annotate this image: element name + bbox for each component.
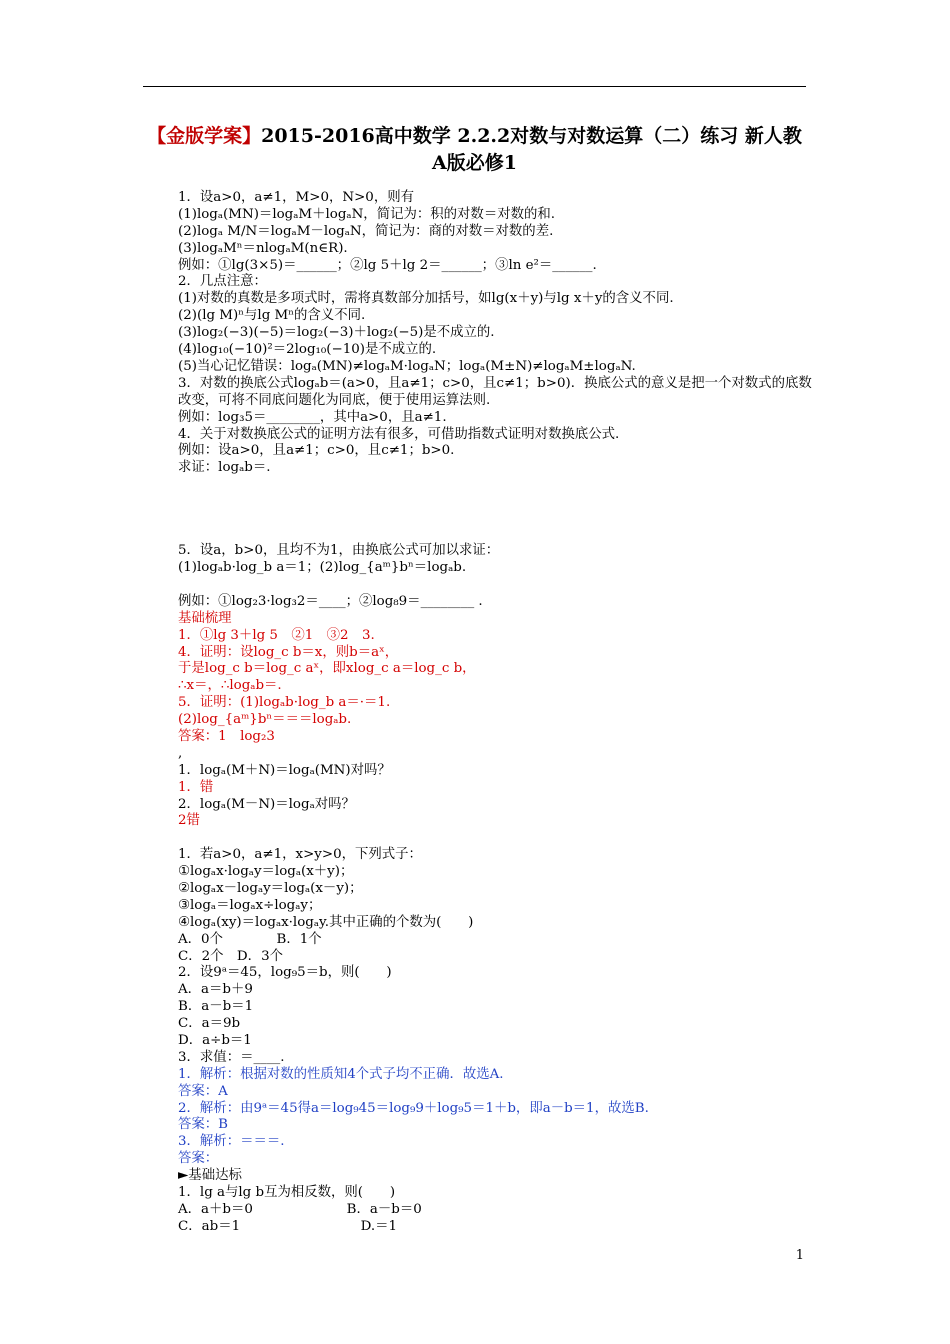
text-line: (1)对数的真数是多项式时，需将真数部分加括号，如lg(x＋y)与lg x＋y的含义不同. bbox=[178, 291, 674, 307]
text-line: ►基础达标 bbox=[178, 1168, 242, 1184]
document-title bbox=[143, 123, 806, 177]
text-line: 2．解析：由9ᵃ＝45得a＝log₉45＝log₉9＋log₉5＝1＋b，即a－b＝1，故选B. bbox=[178, 1100, 649, 1116]
text-line: 1．lg a与lg b互为相反数，则( ) bbox=[178, 1185, 396, 1201]
text-line: 答案：B bbox=[178, 1117, 229, 1133]
text-line: 例如：①log₂3·log₃2＝____；②log₈9＝________ . bbox=[178, 593, 483, 609]
text-line: (1)logₐ(MN)＝logₐM＋logₐN，简记为：积的对数＝对数的和. bbox=[178, 206, 556, 222]
text-line: 3．对数的换底公式logₐb＝(a>0，且a≠1；c>0，且c≠1；b>0)．换底公式的意义是把一个对数式的底数改变，可将不同底问题化为同底，便于使用运算法则. bbox=[178, 375, 812, 408]
text-line: (4)log₁₀(−10)²＝2log₁₀(−10)是不成立的. bbox=[178, 342, 437, 358]
text-line: (2)(lg M)ⁿ与lg Mⁿ的含义不同. bbox=[178, 308, 366, 324]
text-line: 1．解析：根据对数的性质知4个式子均不正确．故选A. bbox=[178, 1066, 504, 1082]
blank-line bbox=[178, 477, 818, 543]
text-line: 例如：设a>0，且a≠1；c>0，且c≠1；b>0. bbox=[178, 443, 455, 459]
text-line: 答案：A bbox=[178, 1083, 228, 1099]
text-line: 1．设a>0，a≠1，M>0，N>0，则有 bbox=[178, 190, 414, 205]
text-line: ②logₐx－logₐy＝logₐ(x－y)； bbox=[178, 880, 363, 896]
text-line: D．a÷b＝1 bbox=[178, 1033, 252, 1048]
text-line: (3)logₐMⁿ＝nlogₐM(n∈R). bbox=[178, 240, 348, 256]
text-line: 3．求值：＝____. bbox=[178, 1049, 285, 1065]
text-line: A．0个 B．1个 bbox=[178, 931, 322, 947]
text-line: (3)log₂(−3)(−5)＝log₂(−3)＋log₂(−5)是不成立的. bbox=[178, 325, 495, 341]
text-line: 2．几点注意： bbox=[178, 274, 267, 290]
text-line: (5)当心记忆错误：logₐ(MN)≠logₐM·logₐN；logₐ(M±N)≠logₐM±logₐN. bbox=[178, 358, 636, 374]
text-line: 于是log_c b＝log_c aˣ，即xlog_c a＝log_c b， bbox=[178, 661, 476, 677]
page-number: 1 bbox=[795, 1248, 804, 1263]
text-line: (1)logₐb·log_b a＝1；(2)log_{aᵐ}bⁿ＝logₐb. bbox=[178, 560, 467, 576]
text-line: 例如：①lg(3×5)＝______；②lg 5＋lg 2＝______；③ln e²＝______. bbox=[178, 257, 597, 273]
text-line: 2错 bbox=[178, 813, 200, 829]
text-line: 5．设a，b>0，且均不为1，由换底公式可加以求证： bbox=[178, 543, 500, 559]
text-line: C．2个 D．3个 bbox=[178, 948, 283, 964]
text-line: 基础梳理 bbox=[178, 610, 232, 626]
text-line: ④logₐ(xy)＝logₐx·logₐy.其中正确的个数为( ) bbox=[178, 914, 474, 930]
text-line: 3．解析：＝＝＝. bbox=[178, 1134, 285, 1150]
text-line: 5．证明：(1)logₐb·log_b a＝·＝1. bbox=[178, 695, 391, 711]
text-line: 答案： bbox=[178, 1151, 219, 1167]
blank-line bbox=[178, 830, 818, 847]
text-line: 答案：1 log₂3 bbox=[178, 728, 275, 744]
text-line: 4．证明：设log_c b＝x，则b＝aˣ， bbox=[178, 644, 399, 660]
text-line: 4．关于对数换底公式的证明方法有很多，可借助指数式证明对数换底公式. bbox=[178, 426, 620, 442]
text-line: B．a－b＝1 bbox=[178, 999, 254, 1015]
text-line: ①logₐx·logₐy＝logₐ(x＋y)； bbox=[178, 864, 354, 880]
header-rule bbox=[143, 86, 806, 87]
text-line: C．a＝9b bbox=[178, 1016, 241, 1032]
text-line: 1．①lg 3＋lg 5 ②1 ③2 3. bbox=[178, 627, 375, 643]
text-line: 1．若a>0，a≠1，x>y>0，下列式子： bbox=[178, 847, 422, 863]
text-line: 1．错 bbox=[178, 779, 214, 795]
title-text: 2015-2016高中数学 2.2.2对数与对数运算（二）练习 新人教A版必修1 bbox=[261, 125, 802, 174]
text-line: 1．logₐ(M＋N)＝logₐ(MN)对吗？ bbox=[178, 762, 391, 778]
blank-line bbox=[178, 577, 818, 594]
text-line: 2．logₐ(M－N)＝logₐ对吗？ bbox=[178, 796, 355, 812]
text-line: ③logₐ＝logₐx÷logₐy； bbox=[178, 897, 322, 913]
text-line: 求证：logₐb＝. bbox=[178, 460, 271, 476]
title-bracket: 【金版学案】 bbox=[147, 125, 262, 147]
document-body bbox=[178, 190, 818, 1236]
text-line: , bbox=[178, 745, 183, 761]
text-line: 例如：log₃5＝________，其中a>0，且a≠1. bbox=[178, 409, 447, 425]
text-line: (2)log_{aᵐ}bⁿ＝＝＝logₐb. bbox=[178, 712, 352, 728]
text-line: A．a＋b＝0 B．a－b＝0 bbox=[178, 1201, 422, 1217]
text-line: ∴x＝，∴logₐb＝. bbox=[178, 678, 282, 694]
text-line: (2)logₐ M/N＝logₐM－logₐN，简记为：商的对数＝对数的差. bbox=[178, 223, 554, 239]
text-line: A．a＝b＋9 bbox=[178, 982, 253, 998]
text-line: C．ab＝1 D.＝1 bbox=[178, 1218, 398, 1234]
text-line: 2．设9ᵃ＝45，log₉5＝b，则( ) bbox=[178, 965, 392, 981]
